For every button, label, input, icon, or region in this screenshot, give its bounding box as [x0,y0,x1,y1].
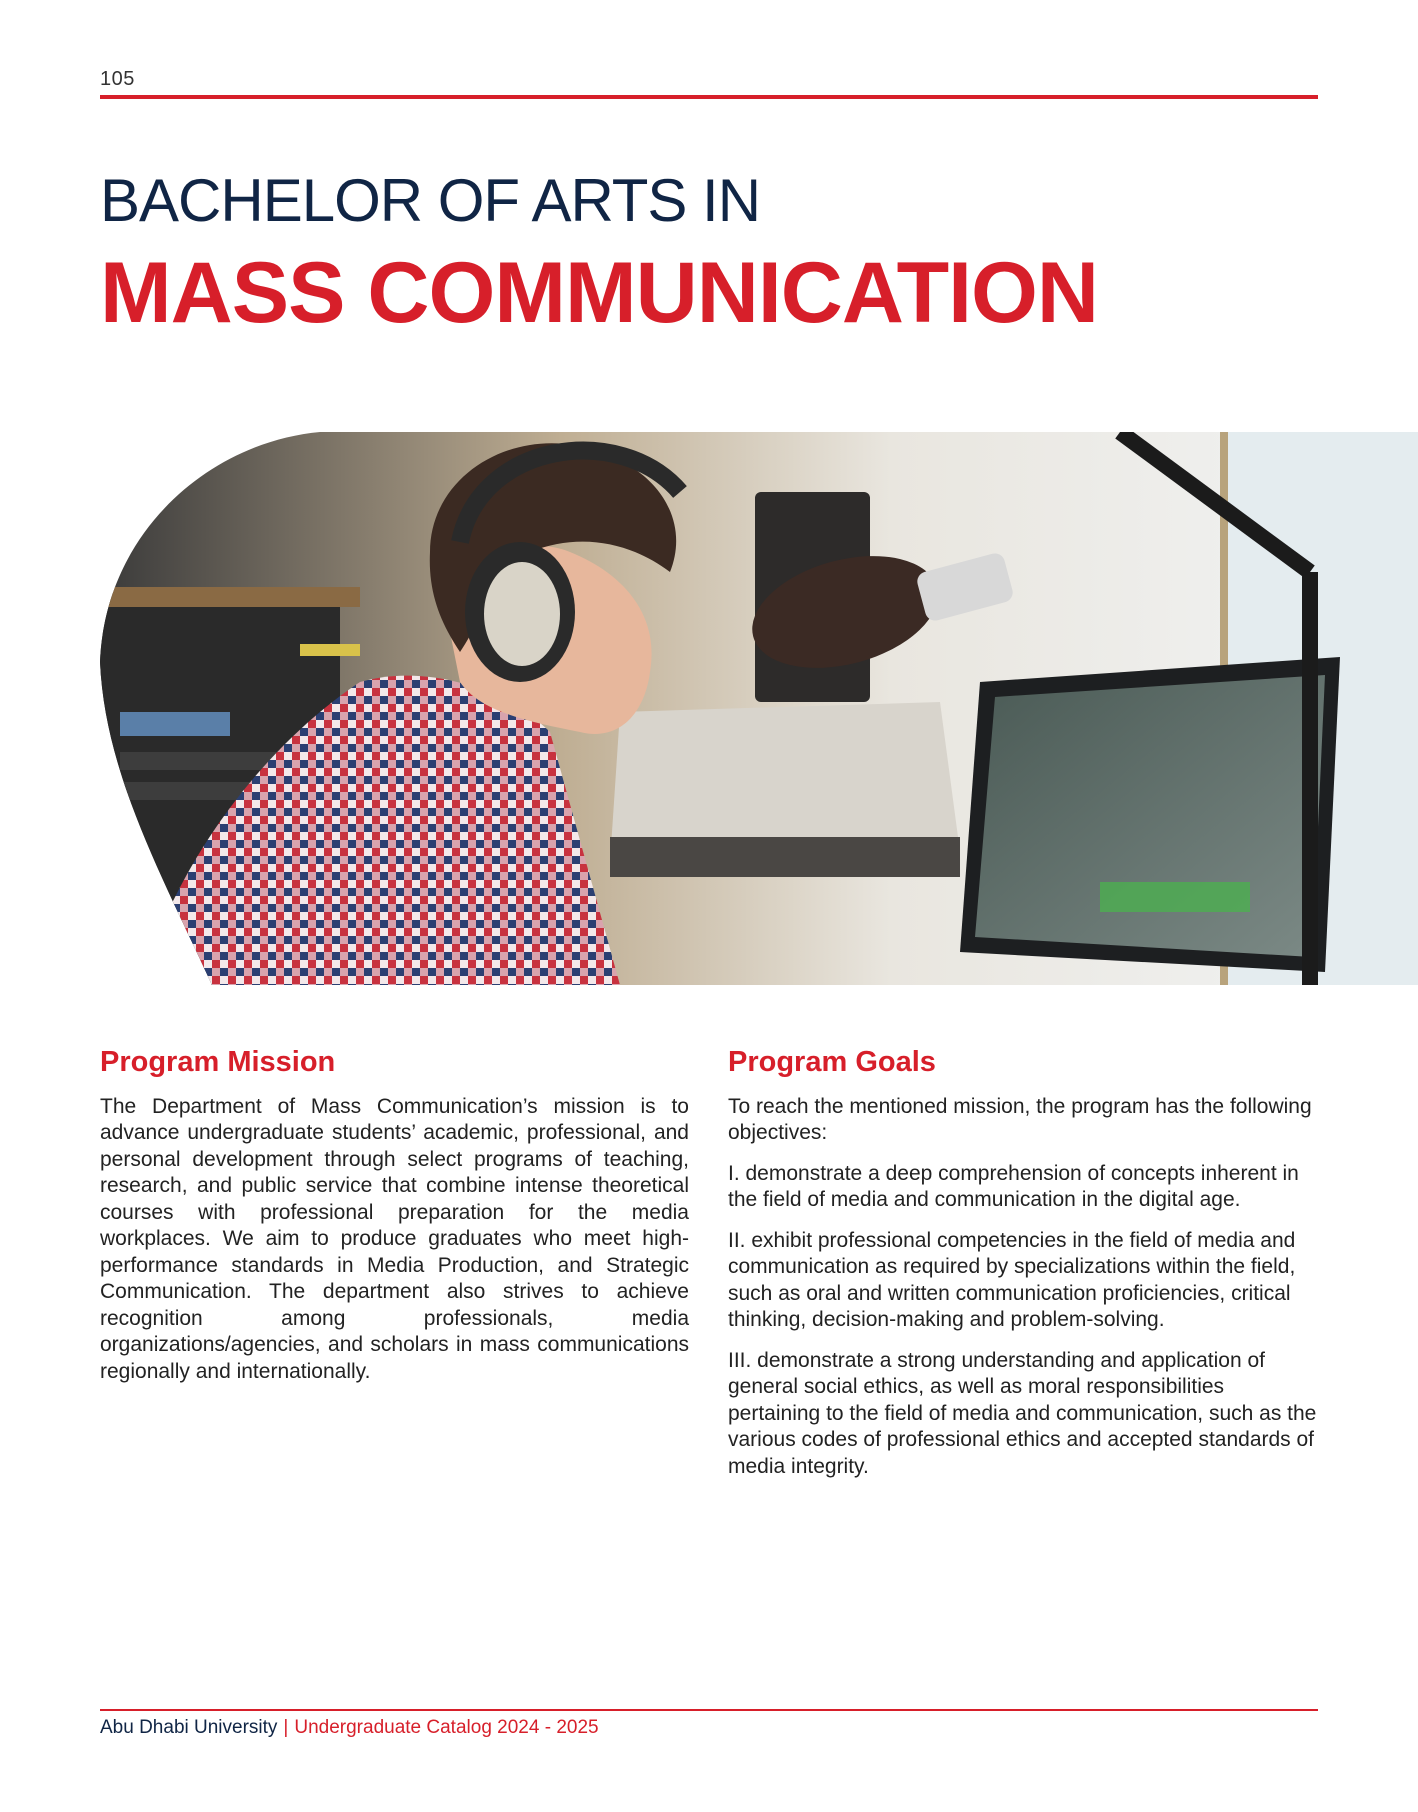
footer-divider [100,1709,1318,1711]
mission-body: The Department of Mass Communication’s mission is to advance undergraduate students’ academic, professional, and personal development through select programs of teaching, research, and public service that combine intense theoretical courses with professional preparation for the media workplaces. We aim to produce graduates who meet high-performance standards in Media Production, and Strategic Communication. The department also strives to achieve recognition among professionals, media organizations/agencies, and scholars in mass communications regionally and internationally. [100,1094,689,1383]
radio-studio-photo-icon [100,432,1418,985]
title-degree: BACHELOR OF ARTS IN [100,167,761,234]
goal-item-3: III. demonstrate a strong understanding and application of general social ethics, as well as moral responsibilities pertaining to the field of media and communication, such as the various codes of professional ethics and accepted standards of media integrity. [728,1348,1317,1478]
goals-heading: Program Goals [728,1046,936,1078]
goals-section [728,1045,1318,1494]
goals-intro: To reach the mentioned mission, the program has the following objectives: [728,1094,1312,1145]
mission-heading: Program Mission [100,1046,336,1078]
mission-section [100,1045,689,1399]
goal-item-1: I. demonstrate a deep comprehension of concepts inherent in the field of media and communication in the digital age. [728,1161,1299,1212]
page-number: 105 [100,68,135,90]
hero-image [100,432,1418,985]
goal-item-2: II. exhibit professional competencies in the field of media and communication as required by specializations within the field, such as oral and written communication proficiencies, critical thinking, decision-making and problem-solving. [728,1228,1296,1332]
title-program: MASS COMMUNICATION [100,245,1099,341]
footer [100,1717,599,1739]
footer-catalog: Undergraduate Catalog 2024 - 2025 [294,1717,599,1738]
footer-separator: | [283,1717,289,1738]
header-divider [100,95,1318,99]
footer-university: Abu Dhabi University [100,1717,278,1738]
